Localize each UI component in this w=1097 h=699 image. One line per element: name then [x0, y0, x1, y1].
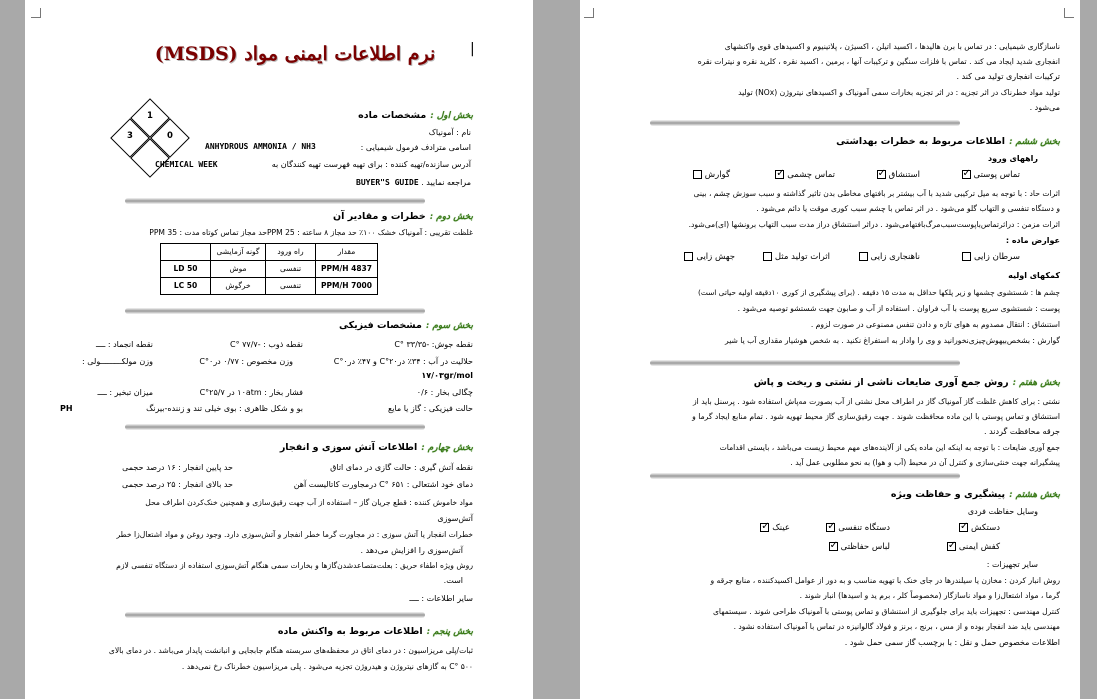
checkbox-checked-icon[interactable] — [826, 523, 835, 532]
section-divider — [125, 424, 425, 430]
section-divider — [650, 360, 960, 366]
effect-reproductive-label: اثرات تولید مثل — [774, 252, 830, 262]
chronic-effects: اثرات مزمن : دراثرتماس‌باپوست‌سبب‌مرگ‌بافتهامی‌شود . دراثر استنشاق دراز مدت سبب التهاب برونشها (ای)می‌شود. — [688, 220, 1060, 229]
incompatibility-line-2: انفجاری شدید ایجاد می کند . تماس با فلزات سنگین و ترکیبات آنها ، برمین ، اکسید نقره ، کلرید نقره و نیترات نقره — [697, 57, 1060, 66]
checkbox-icon[interactable] — [684, 252, 693, 261]
effect-teratogenic-label: ناهنجاری زایی — [870, 252, 920, 262]
table-cell: 4837 PPM/H — [316, 261, 378, 278]
other-info: سایر اطلاعات : ــــ — [409, 594, 473, 603]
section-2-badge: بخش دوم : — [429, 212, 473, 223]
vapor-density: چگالی بخار : ۰/۶ — [416, 388, 473, 397]
reactivity-line: ثبات/پلی مریزاسیون : در دمای اتاق در محفظه‌های سربسته هنگام جابجایی و انبانشت پایدار می‌باشد . در دمای بالای — [108, 646, 473, 655]
checkbox-icon[interactable] — [859, 252, 868, 261]
physical-state: حالت فیزیکی : گاز یا مایع — [387, 404, 473, 413]
section-divider — [125, 612, 425, 618]
reactivity-line-cont: ۵۰۰ °C به گازهای نیتروژن و هیدروژن تجزیه می‌شود . پلی مریزاسیون خطرناک رخ نمی‌دهد . — [181, 662, 473, 671]
evaporation-rate: میزان تبخیر : ــــ — [97, 388, 153, 397]
ppe-safety-shoes-label: کفش ایمنی — [958, 542, 1000, 552]
margin-corner-mark — [1064, 8, 1074, 18]
section-7-header — [754, 377, 1060, 390]
checkbox-icon[interactable] — [693, 170, 702, 179]
other-equipment: سایر تجهیزات : — [986, 560, 1038, 569]
section-1-heading: مشخصات ماده — [358, 110, 427, 121]
leak-procedure-cont-2: جرقه محافظت گردند . — [984, 427, 1060, 436]
effects-label: عوارض ماده : — [1005, 236, 1060, 245]
section-3-header — [339, 320, 473, 333]
ppe-gloves[interactable] — [956, 523, 1000, 534]
ppe-gloves-label: دستکش — [970, 523, 1000, 533]
incompatibility-line: ناسازگاری شیمیایی : در تماس با برن هالیدها ، اکسید اتیلن ، اکسیژن ، پلاتینیوم و اکسیدهای قوی واکنشهای — [724, 42, 1060, 51]
hazard-reactivity-value: 0 — [167, 131, 173, 141]
checkbox-checked-icon[interactable] — [775, 170, 784, 179]
section-1-badge: بخش اول : — [430, 111, 473, 122]
effect-carcinogenic-label: سرطان زایی — [973, 252, 1020, 262]
document-title: نرم اطلاعات ایمنی مواد (MSDS) — [154, 43, 436, 65]
route-eye[interactable] — [772, 170, 835, 181]
incompatibility-line-3: ترکیبات انفجاری تولید می کند . — [956, 72, 1060, 81]
effect-mutagenic-label: جهش زایی — [696, 252, 735, 262]
section-divider — [650, 120, 960, 126]
effect-reproductive[interactable] — [760, 252, 830, 263]
boiling-point: نقطه جوش: -۳۳/۳۵ °C — [394, 340, 473, 349]
section-5-header — [278, 626, 473, 639]
page-index-marker: | — [470, 41, 475, 57]
margin-corner-mark — [31, 8, 41, 18]
firefighting-procedure-cont: است. — [443, 576, 463, 585]
melting-point: نقطه ذوب : -۷۷/۷ °C — [229, 340, 303, 349]
specific-gravity: وزن مخصوص : ۰/۷۷ در۰°C — [199, 357, 293, 366]
section-4-header — [280, 442, 473, 455]
waste-disposal-cont: پیشگیرانه جهت خنثی‌سازی و کنترل آن در محیط (آب و هوا) به نحو مطلوبی عمل آید . — [790, 458, 1060, 467]
section-4-heading: اطلاعات آتش سوزی و انفجار — [279, 442, 418, 453]
route-inhalation-label: استنشاق — [888, 170, 920, 180]
table-header-cell: مقدار — [316, 244, 378, 261]
toxicity-table — [160, 243, 378, 295]
table-row — [161, 261, 378, 278]
ppe-label: وسایل حفاظت فردی — [967, 507, 1038, 516]
engineering-control: کنترل مهندسی : تجهیزات باید برای جلوگیری از استنشاق و تماس پوستی با آمونیاک طراحی شوند . سیستمهای — [712, 607, 1060, 616]
route-ingestion-label: گوارش — [704, 170, 730, 180]
acute-effects-cont: و دستگاه تنفسی و التهاب گلو می‌شود . در اثر تماس با چشم سبب کوری موقت یا دائم می‌شود . — [756, 204, 1060, 213]
first-aid-label: کمکهای اولیه — [1008, 271, 1060, 280]
route-eye-label: تماس چشمی — [787, 170, 835, 180]
route-ingestion[interactable] — [690, 170, 730, 181]
section-5-heading: اطلاعات مربوط به واکنش ماده — [277, 626, 423, 637]
supplier-value: CHEMICAL WEEK — [155, 160, 218, 169]
waste-disposal: جمع آوری ضایعات : با توجه به اینکه این ماده یکی از آلاینده‌های مهم محیط زیست می‌باشد ، بایستی اقدامات — [719, 443, 1060, 452]
section-7-heading: روش جمع آوری ضایعات ناشی از نشتی و ریخت و پاش — [753, 377, 1009, 388]
synonyms-value: ANHYDROUS AMMONIA / NH3 — [205, 142, 316, 151]
table-cell: 7000 PPM/H — [316, 278, 378, 295]
section-1-header — [358, 110, 473, 123]
section-2-header — [333, 211, 473, 224]
concentration-line: غلظت تقریبی : آمونیاک خشک ۱۰۰٪ حد مجاز ۸ ساعته : 25 PPMحد مجاز تماس کوتاه مدت : 35 PPM — [149, 228, 473, 237]
checkbox-checked-icon[interactable] — [962, 170, 971, 179]
checkbox-checked-icon[interactable] — [959, 523, 968, 532]
upper-explosive-limit: حد بالای انفجار : ۲۵ درصد حجمی — [122, 480, 233, 489]
first-aid-skin: پوست : شستشوی سریع پوست با آب فراوان . استفاده از آب و صابون جهت شستشو توصیه می‌شود . — [737, 304, 1060, 313]
acute-effects: اثرات حاد : با توجه به میل ترکیبی شدید با آب بیشتر بر بافتهای مخاطی بدن تاثیر گذاشته و سبب سوزش چشم ، بینی — [693, 189, 1060, 198]
section-6-heading: اطلاعات مربوط به خطرات بهداشتی — [836, 136, 1006, 147]
checkbox-checked-icon[interactable] — [829, 542, 838, 551]
table-cell: خرگوش — [211, 278, 266, 295]
first-aid-ingestion: گوارش : بشخص‌بیهوش‌چیزی‌نخورانید و وی را وادار به استفراغ نکنید . به شخص هوشیار مقداری آب یا شیر — [725, 336, 1060, 345]
explosion-hazard-cont: آتش‌سوزی را افزایش می‌دهد . — [360, 546, 463, 555]
extinguishing-media-cont: آتش‌سوزی — [437, 514, 473, 523]
leak-procedure: نشتی : برای کاهش غلظت گاز آمونیاک گاز در اطراف محل نشتی از آب بصورت مه‌پاش استفاده شود . پرسنل باید از — [693, 397, 1060, 406]
transport-info: اطلاعات مخصوص حمل و نقل : با برچسب گاز سمی حمل شود . — [844, 638, 1060, 647]
supplier-line2-text: مراجعه نمایید . — [421, 178, 471, 187]
first-aid-inhalation: استنشاق : انتقال مصدوم به هوای تازه و دادن تنفس مصنوعی در صورت لزوم . — [810, 320, 1060, 329]
document-page-left — [25, 0, 533, 699]
ppe-respirator[interactable] — [823, 523, 890, 534]
hazard-fire-value: 3 — [127, 131, 133, 141]
section-divider — [125, 198, 425, 204]
route-skin[interactable] — [959, 170, 1020, 181]
section-8-badge: بخش هشتم : — [1009, 490, 1060, 501]
table-cell: LD 50 — [161, 261, 211, 278]
table-row — [161, 244, 378, 261]
checkbox-checked-icon[interactable] — [760, 523, 769, 532]
flash-point: نقطه آتش گیری : حالت گازی در دمای اتاق — [330, 463, 473, 472]
table-cell: LC 50 — [161, 278, 211, 295]
storage-method: روش انبار کردن : مخازن یا سیلندرها در جای خنک با تهویه مناسب و به دور از عوامل اکسیدکننده ، منابع جرقه و — [710, 576, 1060, 585]
solubility: حلالیت در آب : ۳۴٪ در۲۰°C و ۴۷٪ در۰°C — [333, 357, 473, 366]
section-7-badge: بخش هفتم : — [1012, 378, 1060, 389]
section-3-badge: بخش سوم : — [425, 321, 473, 332]
checkbox-checked-icon[interactable] — [877, 170, 886, 179]
section-8-header — [891, 489, 1060, 502]
leak-procedure-cont: استنشاق و تماس پوستی با این ماده محافظت شوند . جهت رقیق‌سازی گاز محیط تهویه شود . تمام منابع ایجاد گرما و — [692, 412, 1060, 421]
table-header-cell: گونه آزمایشی — [211, 244, 266, 261]
route-inhalation[interactable] — [874, 170, 920, 181]
autoignition-temp: دمای خود اشتعالی : ۶۵۱ °C درمجاورت کاتالیست آهن — [293, 480, 473, 489]
synonyms-line: اسامی مترادف فرمول شیمیایی : — [360, 143, 471, 152]
molecular-weight: وزن مولکـــــــــولی : — [82, 357, 153, 366]
page-gutter — [533, 0, 580, 699]
section-3-heading: مشخصات فیزیکی — [338, 320, 422, 331]
ppe-respirator-label: دستگاه تنفسی — [838, 523, 890, 533]
freezing-point: نقطه انجماد : ــــ — [95, 340, 153, 349]
hazardous-decomposition: تولید مواد خطرناک در اثر تجزیه : در اثر تجزیه بخارات سمی آمونیاک و اکسیدهای نیتروژن (NOx) تولید — [738, 88, 1060, 97]
route-skin-label: تماس پوستی — [973, 170, 1020, 180]
checkbox-checked-icon[interactable] — [947, 542, 956, 551]
table-cell: تنفسی — [266, 278, 316, 295]
storage-method-cont: گرما ، مواد اشتعال‌زا و مواد ناسازگار (مخصوصاً کلر ، برم ید و اسیدها) انبار شوند . — [799, 591, 1060, 600]
molecular-weight-value: ۱۷/۰۳gr/mol — [421, 371, 473, 380]
firefighting-procedure: روش ویژه اطفاء حریق : بعلت‌متصاعدشدن‌گازها و بخارات سمی هنگام آتش‌سوزی استفاده از دستگاه تنفسی لازم — [116, 561, 473, 570]
section-5-badge: بخش پنجم : — [426, 627, 473, 638]
ppe-protective-clothing[interactable] — [826, 542, 890, 553]
checkbox-icon[interactable] — [962, 252, 971, 261]
section-divider — [125, 308, 425, 314]
explosion-hazard: خطرات انفجار یا آتش سوزی : در مجاورت گرما خطر انفجار و آتش‌سوزی دارد. وجود روغن و مواد اشتعال‌زا خطر — [116, 530, 473, 539]
margin-corner-mark — [584, 8, 594, 18]
table-cell: تنفسی — [266, 261, 316, 278]
section-divider — [650, 473, 960, 479]
section-4-badge: بخش چهارم : — [421, 443, 473, 454]
ppe-safety-shoes[interactable] — [944, 542, 1000, 553]
effect-carcinogenic[interactable] — [959, 252, 1020, 263]
name-line: نام : آمونیاک — [428, 128, 471, 137]
table-row — [161, 278, 378, 295]
section-2-heading: خطرات و مقادیر آن — [333, 211, 426, 222]
supplier-line: آدرس سازنده/تهیه کننده : برای تهیه فهرست تهیه کنندگان به — [271, 160, 471, 169]
checkbox-icon[interactable] — [763, 252, 772, 261]
ppe-protective-clothing-label: لباس حفاظتی — [840, 542, 890, 552]
ppe-goggles[interactable] — [757, 523, 790, 534]
section-8-heading: پیشگیری و حفاظت ویژه — [890, 489, 1006, 500]
table-cell: موش — [211, 261, 266, 278]
document-page-right — [580, 0, 1080, 699]
effect-teratogenic[interactable] — [856, 252, 920, 263]
supplier-line2-value: BUYER"S GUIDE — [356, 178, 419, 187]
appearance-odor: بو و شکل ظاهری : بوی خیلی تند و زننده-بیرنگ — [146, 404, 303, 413]
first-aid-eye: چشم ها : شستشوی چشمها و زیر پلکها حداقل به مدت ۱۵ دقیقه . (برای پیشگیری از کوری ۱۰دقیقه اولیه حیاتی است) — [697, 288, 1060, 297]
ph-label: PH — [60, 404, 73, 413]
engineering-control-cont: مهندسی باید ضد انفجار بوده و از مس ، برنج ، برنز و فولاد گالوانیزه در تماس با آمونیاک استفاده نشود . — [733, 622, 1060, 631]
section-6-header — [836, 136, 1060, 149]
effect-mutagenic[interactable] — [681, 252, 735, 263]
lower-explosive-limit: حد پایین انفجار : ۱۶ درصد حجمی — [122, 463, 233, 472]
routes-label: راههای ورود — [988, 154, 1038, 163]
hazard-health-value: 1 — [147, 111, 153, 121]
table-header-cell — [161, 244, 211, 261]
vertical-scrollbar[interactable] — [1080, 0, 1097, 699]
section-6-badge: بخش ششم : — [1009, 137, 1060, 148]
table-header-cell: راه ورود — [266, 244, 316, 261]
vapor-pressure: فشار بخار : ۱۰atm در ۲۵/۷°C — [199, 388, 303, 397]
supplier-line2 — [356, 178, 471, 189]
extinguishing-media: مواد خاموش کننده : قطع جریان گاز – استفاده از آب جهت رقیق‌سازی و همچنین خنک‌کردن اطراف محل — [145, 498, 473, 507]
hazardous-decomposition-cont: می‌شود . — [1029, 103, 1060, 112]
ppe-goggles-label: عینک — [772, 523, 790, 533]
